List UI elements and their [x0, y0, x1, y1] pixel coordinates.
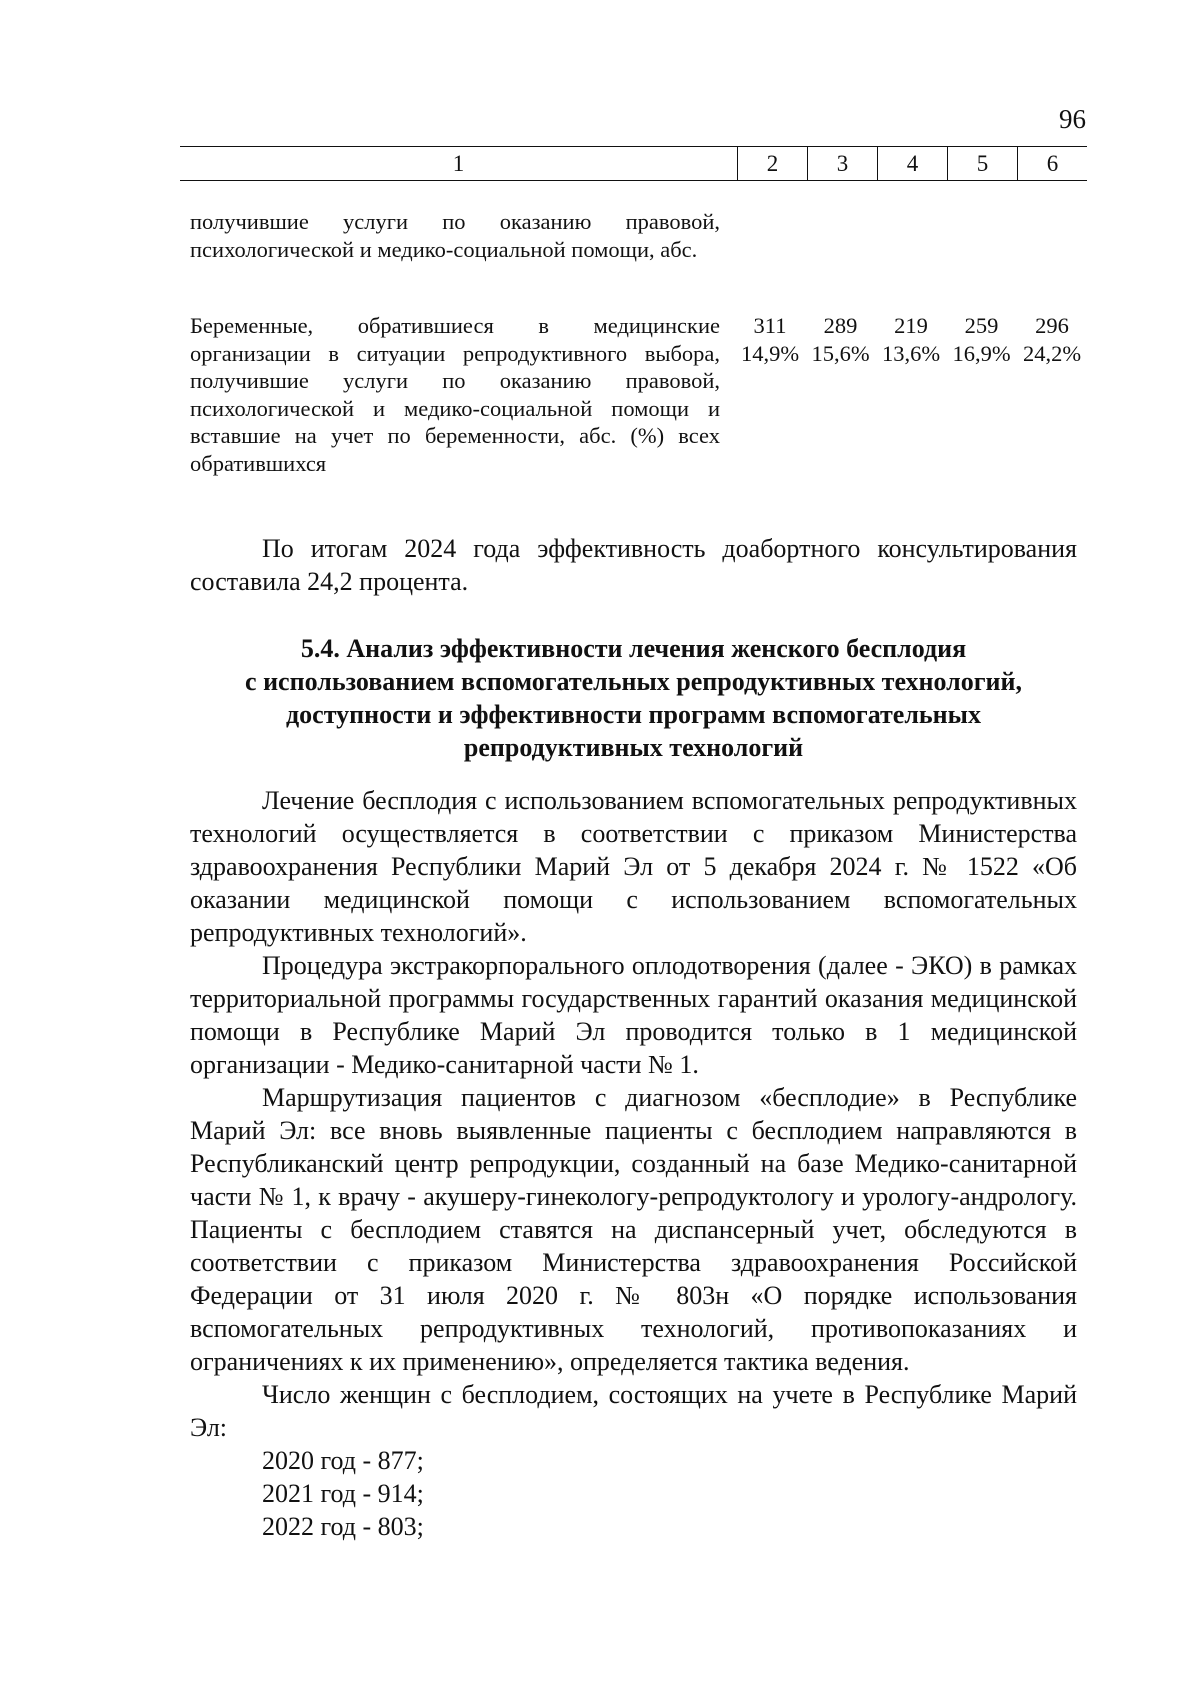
table-header-cell: 5	[947, 147, 1017, 180]
list-item: 2021 год - 914;	[262, 1479, 424, 1508]
table-cell: 289	[823, 313, 858, 338]
heading-line: репродуктивных технологий	[463, 733, 804, 762]
paragraph: Число женщин с бесплодием, состоящих на учете в Республике Марий Эл:	[190, 1380, 1077, 1442]
page-number: 96	[1059, 104, 1086, 134]
section-heading	[190, 632, 1077, 764]
table-header-cell: 6	[1017, 147, 1087, 180]
table-row-label: получившие услуги по оказанию правовой, психологической и медико-социальной помощи, абс.	[190, 209, 720, 262]
table-header-cell: 3	[807, 147, 877, 180]
paragraph: Маршрутизация пациентов с диагнозом «бесплодие» в Республике Марий Эл: все вновь выявленные пациенты с бесплодием направляются в Республиканский центр репродукции, созданный на базе Медико-санитарной части № 1, к врачу - акушеру-гинекологу-репродуктологу и урологу-андрологу. Пациенты с бесплодием ставятся на диспансерный учет, обследуются в соответствии с приказом Министерства здравоохранения Российской Федерации от 31 июля 2020 г. № 803н «О порядке использования вспомогательных репродуктивных технологий, противопоказаниях и ограничениях к их применению», определяется тактика ведения.	[190, 1083, 1077, 1376]
values-percent	[735, 340, 1087, 368]
table-row-values	[735, 312, 1087, 367]
list-item: 2020 год - 877;	[262, 1446, 424, 1475]
table-header-cell: 1	[452, 151, 465, 176]
table-cell: 24,2%	[1022, 340, 1082, 366]
heading-line: с использованием вспомогательных репродуктивных технологий,	[245, 667, 1022, 696]
table-cell: 219	[894, 313, 928, 338]
heading-line: 5.4. Анализ эффективности лечения женского бесплодия	[300, 634, 967, 663]
table-header-cell: 4	[877, 147, 947, 180]
table-cell: 311	[753, 313, 787, 338]
table-header-row	[180, 146, 1087, 181]
table-cell: 259	[964, 313, 999, 338]
paragraph: По итогам 2024 года эффективность доабортного консультирования составила 24,2 процента.	[190, 534, 1077, 596]
table-cell: 296	[1035, 313, 1069, 338]
paragraph: Процедура экстракорпорального оплодотворения (далее - ЭКО) в рамках территориальной программы государственных гарантий оказания медицинской помощи в Республике Марий Эл проводится только в 1 медицинской организации - Медико-санитарной части № 1.	[190, 951, 1077, 1079]
table-cell: 16,9%	[952, 340, 1011, 366]
table-header-cell: 2	[737, 147, 807, 180]
table-cell: 14,9%	[740, 340, 800, 366]
main-text	[190, 784, 1077, 1543]
paragraph: Лечение бесплодия с использованием вспомогательных репродуктивных технологий осуществляется в соответствии с приказом Министерства здравоохранения Республики Марий Эл от 5 декабря 2024 г. № 1522 «Об оказании медицинской помощи с использованием вспомогательных репродуктивных технологий».	[190, 786, 1077, 947]
heading-line: доступности и эффективности программ вспомогательных	[286, 700, 981, 729]
table-cell: 15,6%	[811, 340, 870, 366]
summary-paragraph	[190, 532, 1077, 598]
values-absolute	[735, 312, 1087, 340]
list-item: 2022 год - 803;	[262, 1512, 424, 1541]
table-row-label: Беременные, обратившиеся в медицинские организации в ситуации репродуктивного выбора, получившие услуги по оказанию правовой, психологической и медико-социальной помощи и вставшие на учет по беременности, абс. (%) всех обратившихся	[190, 313, 720, 476]
table-cell: 13,6%	[881, 340, 941, 366]
